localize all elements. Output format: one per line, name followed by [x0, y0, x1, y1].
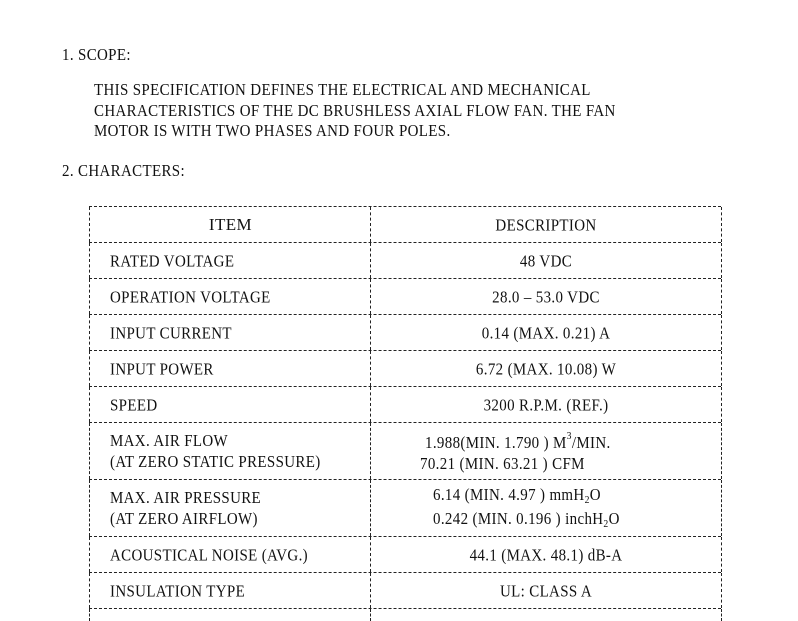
pressure-metric: 6.14 (MIN. 4.97 ) mmH$_2$O: [433, 485, 601, 506]
table-row: [89, 242, 721, 278]
item-value: 0.14 (MAX. 0.21) A: [481, 323, 611, 342]
table-row: [89, 386, 721, 422]
item-value: 6.72 (MAX. 10.08) W: [475, 359, 617, 378]
table-row: [89, 479, 721, 536]
item-label: RATED VOLTAGE: [110, 251, 235, 270]
airflow-metric: 1.988(MIN. 1.790 ) $M^3$/MIN.: [425, 430, 611, 452]
item-label-sub: (AT ZERO AIRFLOW): [110, 509, 258, 528]
header-description: DESCRIPTION: [495, 215, 597, 234]
scope-line-2: CHARACTERISTICS OF THE DC BRUSHLESS AXIAL FLOW FAN. THE FAN: [94, 100, 616, 120]
item-value: UL: CLASS A: [499, 581, 592, 600]
item-label: SPEED: [110, 395, 158, 414]
pressure-imperial: 0.242 (MIN. 0.196 ) inchH$_2$O: [433, 509, 620, 530]
item-value: 44.1 (MAX. 48.1) dB-A: [469, 545, 623, 564]
section-1-heading: 1. SCOPE:: [62, 45, 131, 64]
table-row: [89, 314, 721, 350]
item-label: INPUT POWER: [110, 359, 214, 378]
item-label: MAX. AIR PRESSURE: [110, 488, 262, 507]
item-label: INSULATION TYPE: [110, 581, 246, 600]
airflow-imperial: 70.21 (MIN. 63.21 ) CFM: [420, 453, 585, 473]
scope-line-1: THIS SPECIFICATION DEFINES THE ELECTRICAL AND MECHANICAL: [94, 80, 591, 99]
table-row: [89, 350, 721, 386]
item-label: INPUT CURRENT: [110, 323, 232, 342]
item-label: MAX. AIR FLOW: [110, 431, 229, 450]
table-header-row: [89, 206, 721, 242]
table-row: [89, 536, 721, 572]
item-value: 3200 R.P.M. (REF.): [483, 395, 609, 414]
item-label: OPERATION VOLTAGE: [110, 287, 271, 306]
scope-line-3: MOTOR IS WITH TWO PHASES AND FOUR POLES.: [94, 121, 451, 140]
header-item: ITEM: [208, 214, 253, 234]
item-label-sub: (AT ZERO STATIC PRESSURE): [110, 452, 321, 471]
table-row: [89, 422, 721, 479]
section-2-heading: 2. CHARACTERS:: [62, 161, 185, 180]
characteristics-table: [89, 206, 721, 621]
scope-paragraph: [94, 80, 687, 142]
item-value: 28.0 – 53.0 VDC: [492, 287, 600, 306]
table-row: [89, 572, 721, 608]
table-row: [89, 278, 721, 314]
item-value: 48 VDC: [519, 251, 573, 270]
item-label: ACOUSTICAL NOISE (AVG.): [110, 545, 309, 564]
